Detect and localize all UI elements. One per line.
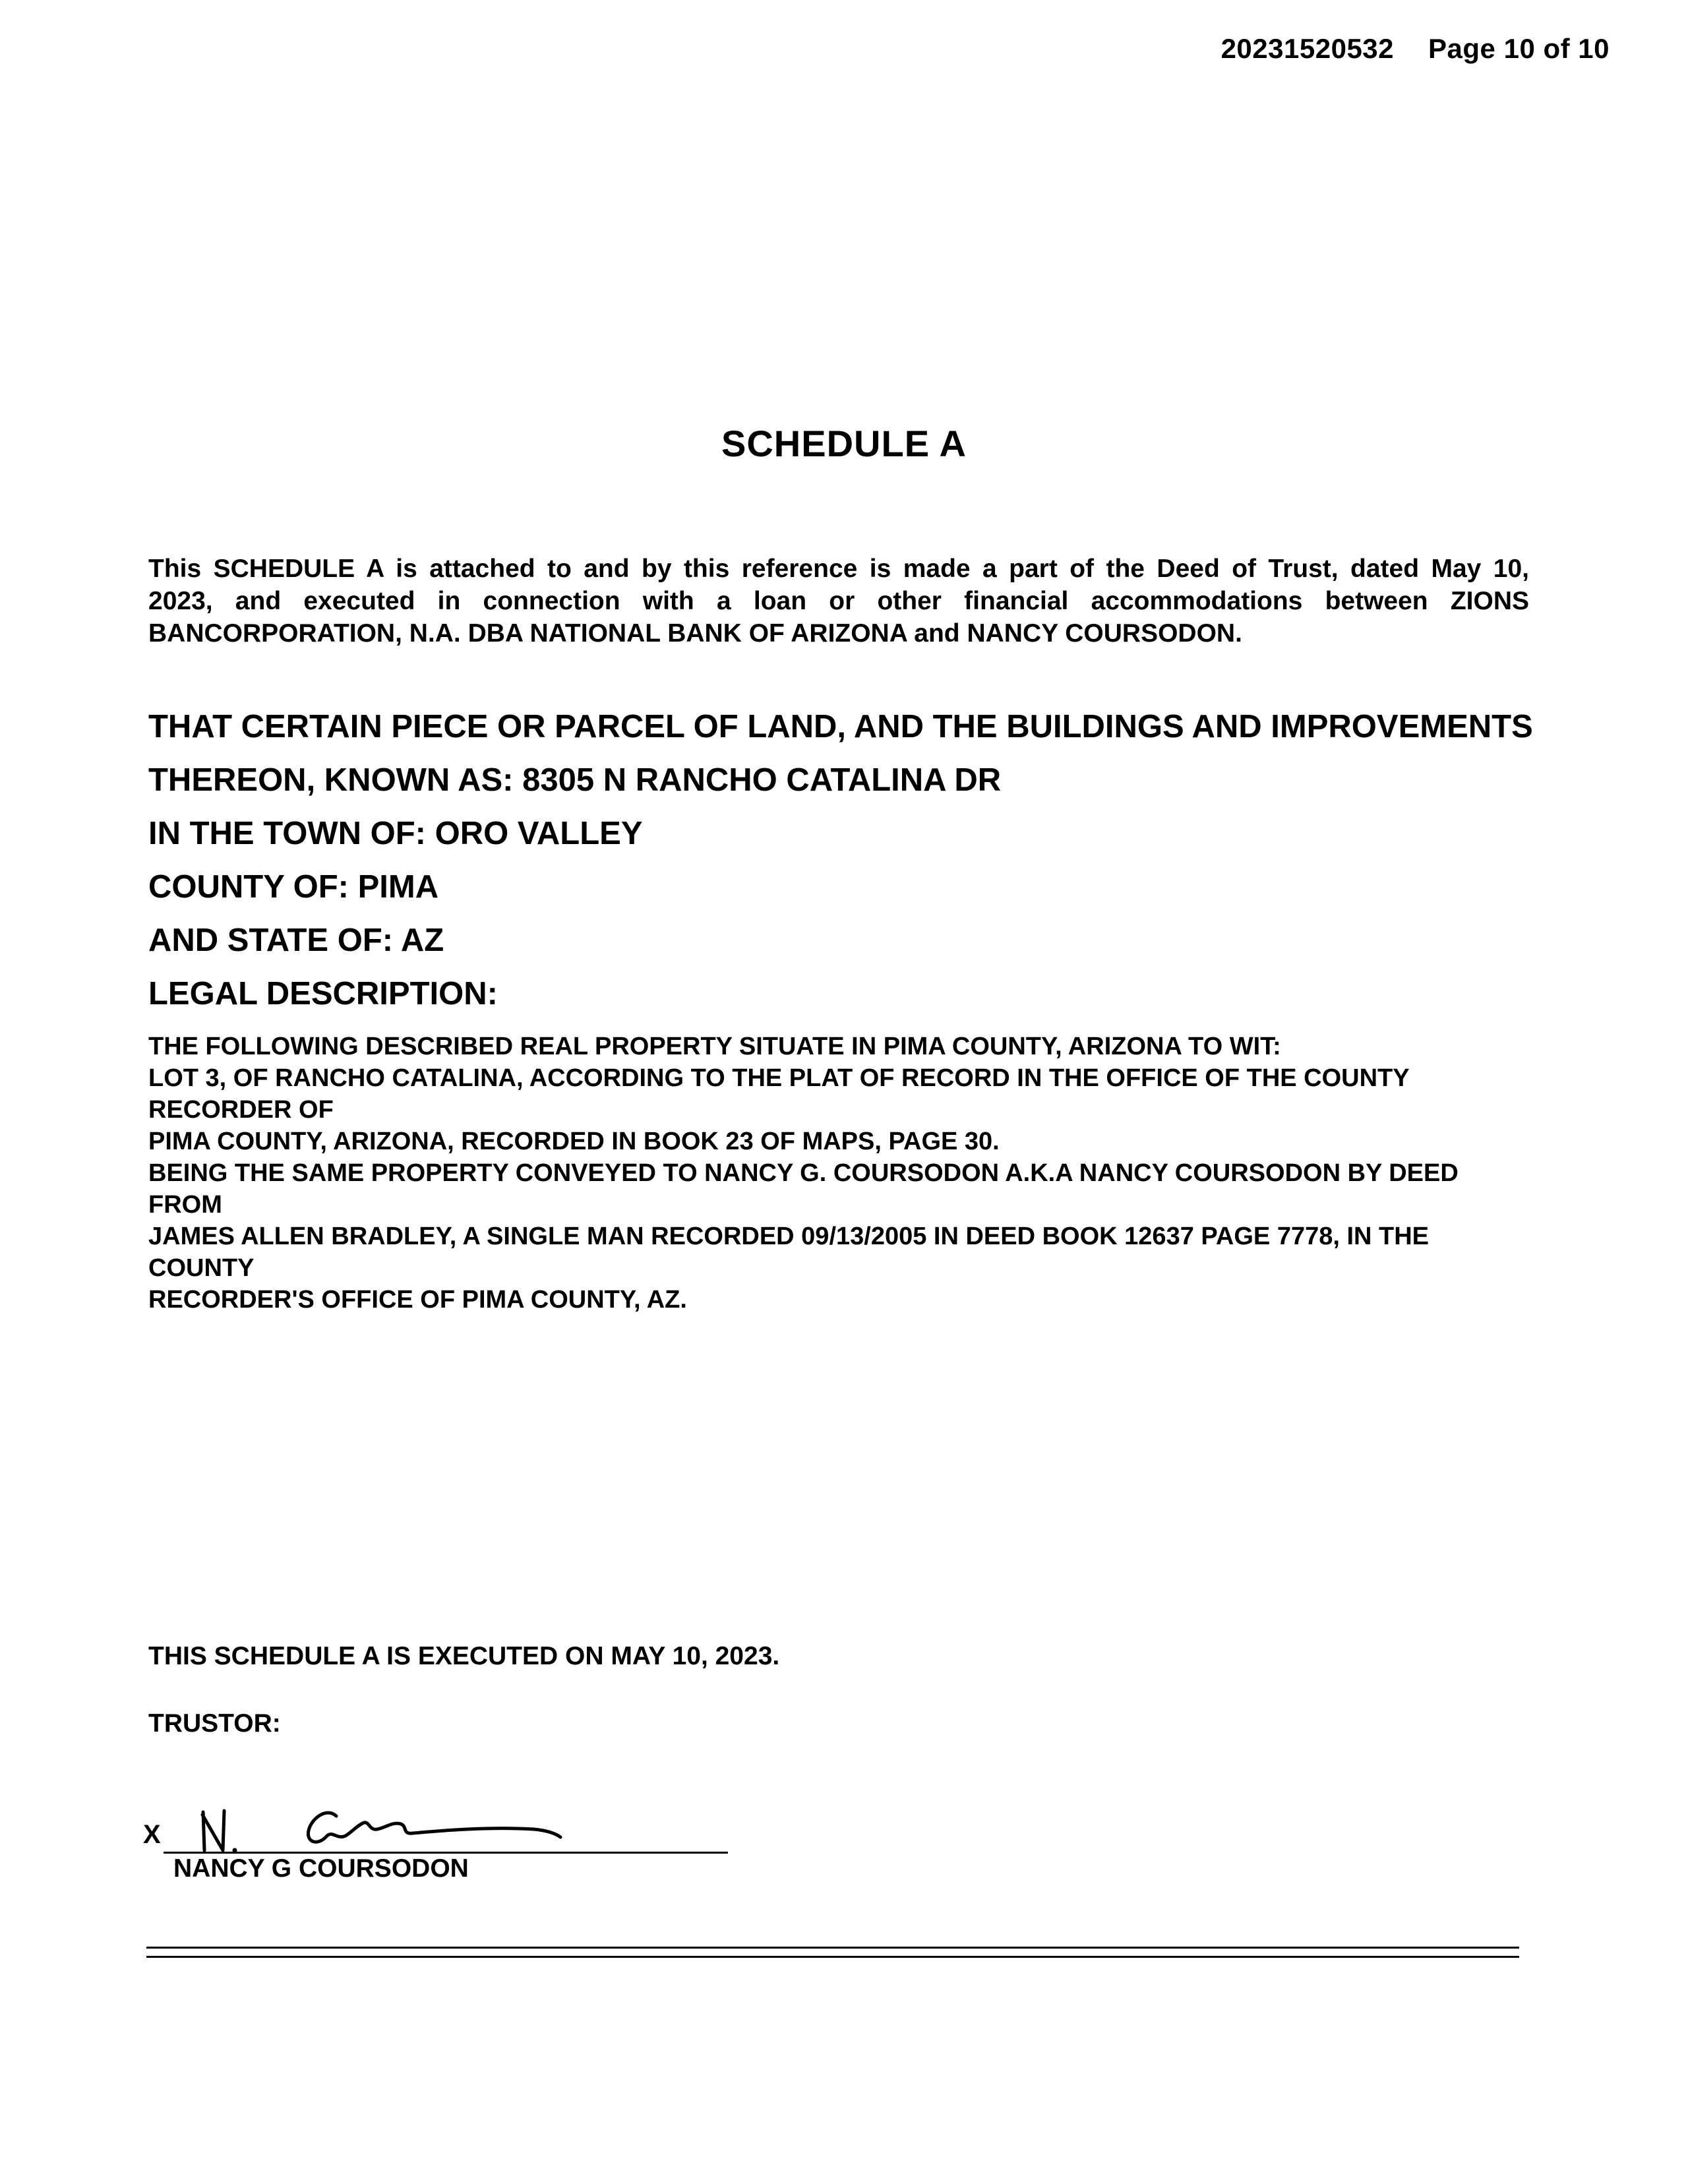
page-header bbox=[1221, 33, 1610, 65]
intro-line: This SCHEDULE A is attached to and by this reference is made a part of the Deed of Trust, dated May 10, bbox=[148, 555, 1529, 583]
property-description bbox=[148, 707, 1566, 1027]
legal-line: THE FOLLOWING DESCRIBED REAL PROPERTY SITUATE IN PIMA COUNTY, ARIZONA TO WIT: bbox=[148, 1033, 1281, 1060]
trustor-label: TRUSTOR: bbox=[148, 1709, 281, 1738]
legal-line: BEING THE SAME PROPERTY CONVEYED TO NANCY G. COURSODON A.K.A NANCY COURSODON BY DEED bbox=[148, 1159, 1459, 1187]
page-title: SCHEDULE A bbox=[721, 423, 967, 464]
property-line: THEREON, KNOWN AS: 8305 N RANCHO CATALINA DR bbox=[148, 762, 1002, 798]
property-line: AND STATE OF: AZ bbox=[148, 923, 444, 958]
signature-line bbox=[164, 1852, 728, 1854]
legal-description bbox=[148, 1031, 1529, 1316]
page-label: Page 10 of 10 bbox=[1428, 33, 1610, 64]
legal-line: FROM bbox=[148, 1191, 222, 1219]
signature-x-mark: X bbox=[143, 1820, 161, 1849]
divider-rule bbox=[146, 1956, 1519, 1958]
intro-line: 2023, and executed in connection with a loan or other financial accommodations between ZIONS bbox=[148, 587, 1529, 615]
property-line: COUNTY OF: PIMA bbox=[148, 869, 439, 905]
intro-paragraph bbox=[148, 553, 1529, 650]
legal-line: COUNTY bbox=[148, 1254, 255, 1282]
legal-description-heading: LEGAL DESCRIPTION: bbox=[148, 976, 498, 1012]
legal-line: RECORDER'S OFFICE OF PIMA COUNTY, AZ. bbox=[148, 1286, 687, 1314]
legal-line: RECORDER OF bbox=[148, 1096, 334, 1124]
intro-line: BANCORPORATION, N.A. DBA NATIONAL BANK OF ARIZONA and NANCY COURSODON. bbox=[148, 619, 1242, 648]
signer-name: NANCY G COURSODON bbox=[173, 1854, 469, 1883]
legal-line: PIMA COUNTY, ARIZONA, RECORDED IN BOOK 23 OF MAPS, PAGE 30. bbox=[148, 1128, 1000, 1155]
recording-number: 20231520532 bbox=[1221, 33, 1395, 64]
property-line: THAT CERTAIN PIECE OR PARCEL OF LAND, AND THE BUILDINGS AND IMPROVEMENTS bbox=[148, 709, 1533, 744]
execution-statement: THIS SCHEDULE A IS EXECUTED ON MAY 10, 2023. bbox=[148, 1642, 780, 1670]
handwritten-signature bbox=[191, 1792, 613, 1858]
legal-line: JAMES ALLEN BRADLEY, A SINGLE MAN RECORDED 09/13/2005 IN DEED BOOK 12637 PAGE 7778, IN THE bbox=[148, 1223, 1430, 1250]
legal-line: LOT 3, OF RANCHO CATALINA, ACCORDING TO THE PLAT OF RECORD IN THE OFFICE OF THE COUNTY bbox=[148, 1064, 1410, 1092]
property-line: IN THE TOWN OF: ORO VALLEY bbox=[148, 816, 643, 851]
divider-rule bbox=[146, 1947, 1519, 1949]
